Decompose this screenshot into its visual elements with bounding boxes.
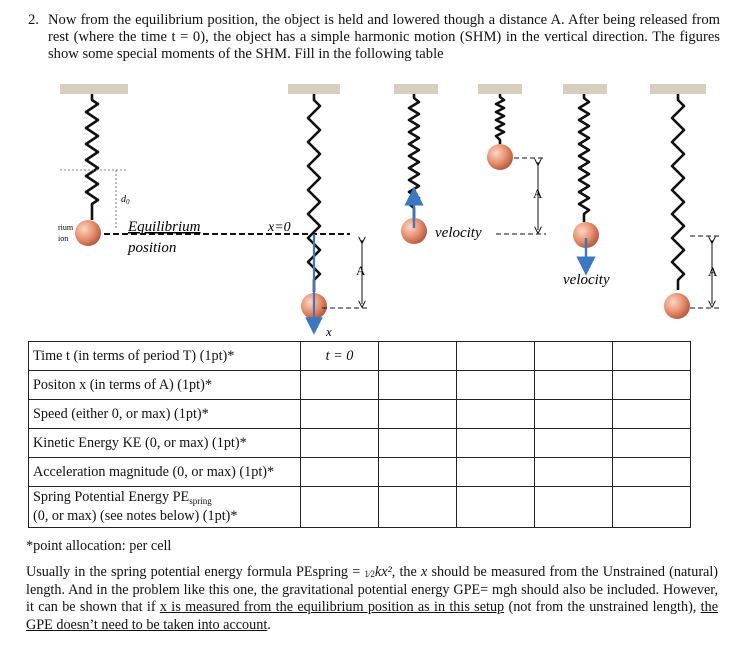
mass-ball (664, 293, 690, 319)
velocity-label: velocity (563, 272, 610, 288)
ceiling (60, 84, 128, 94)
answer-cell[interactable] (535, 342, 613, 371)
answer-cell[interactable] (379, 487, 457, 528)
row-label: Time t (in terms of period T) (1pt)* (29, 342, 301, 371)
ceiling (650, 84, 706, 94)
left-cut-label: rium (58, 223, 74, 232)
position-label: position (128, 240, 177, 256)
answer-cell[interactable] (535, 429, 613, 458)
answer-cell[interactable] (457, 458, 535, 487)
answer-cell[interactable] (379, 371, 457, 400)
answer-cell[interactable] (457, 371, 535, 400)
answer-cell[interactable] (535, 458, 613, 487)
answer-cell[interactable] (301, 458, 379, 487)
row-label: Acceleration magnitude (0, or max) (1pt)* (29, 458, 301, 487)
answer-cell[interactable] (301, 371, 379, 400)
answer-cell[interactable] (379, 429, 457, 458)
ceiling (478, 84, 522, 94)
shm-table (28, 341, 691, 528)
row-label: Speed (either 0, or max) (1pt)* (29, 400, 301, 429)
answer-cell[interactable] (379, 458, 457, 487)
amplitude-label: A (356, 263, 366, 278)
answer-cell[interactable] (457, 400, 535, 429)
ceiling (563, 84, 607, 94)
spring (86, 94, 98, 220)
row-label: Positon x (in terms of A) (1pt)* (29, 371, 301, 400)
left-cut-label: ion (58, 234, 69, 243)
answer-cell[interactable] (613, 429, 691, 458)
answer-cell[interactable] (535, 400, 613, 429)
mass-ball (487, 144, 513, 170)
spring (496, 94, 504, 144)
answer-cell[interactable] (613, 458, 691, 487)
spring (579, 94, 589, 222)
answer-cell[interactable] (613, 487, 691, 528)
answer-cell[interactable] (379, 400, 457, 429)
answer-cell[interactable] (613, 400, 691, 429)
table-row (29, 400, 691, 429)
spring-energy-note: Usually in the spring potential energy formula PEspring = 1⁄2kx², the x should be measured from the Unstrained (natural) length. And in the problem like this one, the gravitational potential energy GPE= mgh should also be included. However, it can be shown that if x is measured from the equilibrium position as in this setup (not from the unstrained length), the GPE doesn’t need to be taken into account. (26, 564, 719, 633)
answer-cell[interactable] (613, 342, 691, 371)
answer-cell[interactable] (301, 487, 379, 528)
question-text: Now from the equilibrium position, the object is held and lowered though a distance A. After being released from rest (where the time t = 0), the object has a simple harmonic motion (SHM) in the vertical direction. The figures show some special moments of the SHM. Fill in the following table (48, 12, 720, 62)
one-half-fraction: 1⁄2 (364, 569, 375, 579)
x-axis-label: x (326, 324, 332, 339)
table-row (29, 429, 691, 458)
answer-cell[interactable]: t = 0 (301, 342, 379, 371)
x0-label: x=0 (268, 220, 291, 235)
ceiling (288, 84, 340, 94)
shm-figure (0, 84, 756, 340)
d0-label: $d_0$ (121, 194, 130, 206)
answer-cell[interactable] (457, 487, 535, 528)
answer-cell[interactable] (301, 400, 379, 429)
answer-cell[interactable] (301, 429, 379, 458)
answer-cell[interactable] (457, 342, 535, 371)
amplitude-label: A (708, 264, 718, 279)
mass-ball (75, 220, 101, 246)
answer-cell[interactable] (535, 487, 613, 528)
answer-cell[interactable] (535, 371, 613, 400)
ceiling (394, 84, 438, 94)
underlined-text: x is measured from the equilibrium position as in this setup (159, 599, 505, 615)
table-row (29, 458, 691, 487)
underlined-text: the GPE doesn’t need to be taken into account (26, 599, 719, 633)
answer-cell[interactable] (379, 342, 457, 371)
row-label: Kinetic Energy KE (0, or max) (1pt)* (29, 429, 301, 458)
row-label: Spring Potential Energy $PE_{spring}$ (0, or max) (see notes below) (1pt)* (29, 487, 301, 528)
answer-cell[interactable] (457, 429, 535, 458)
spring (672, 94, 684, 290)
equilibrium-label: Equilibrium (128, 219, 201, 235)
table-row (29, 371, 691, 400)
velocity-label: velocity (435, 225, 482, 241)
point-allocation-note: *point allocation: per cell (26, 538, 172, 554)
answer-cell[interactable] (613, 371, 691, 400)
amplitude-label: A (533, 186, 543, 201)
question-number: 2. (28, 12, 39, 28)
table-row (29, 342, 691, 371)
table-row (29, 487, 691, 528)
